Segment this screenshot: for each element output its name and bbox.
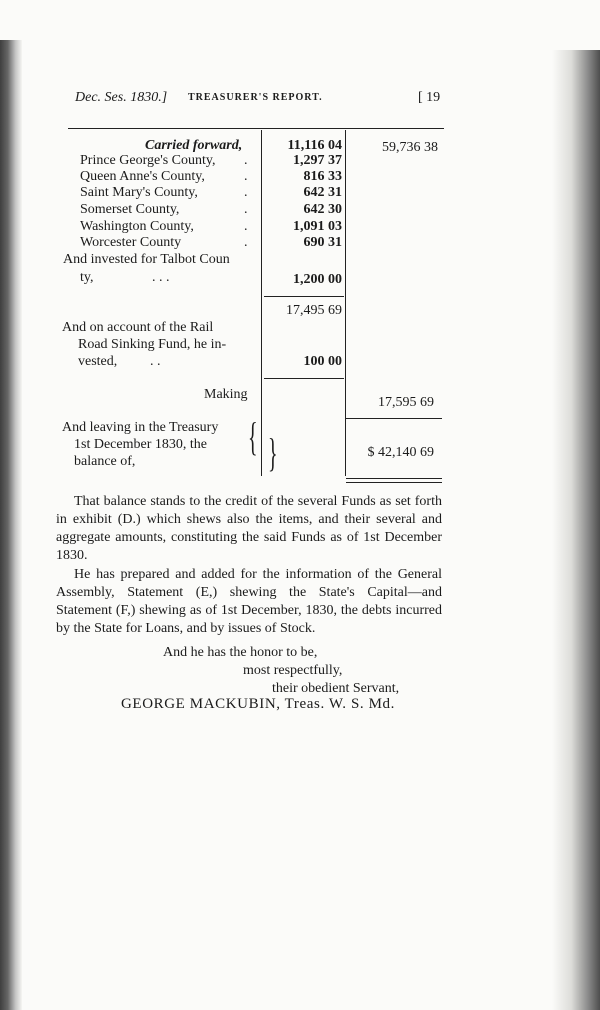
signature: GEORGE MACKUBIN, Treas. W. S. Md. bbox=[121, 696, 396, 712]
rail-label-line2: Road Sinking Fund, he in- bbox=[78, 337, 227, 352]
county-leader: . bbox=[244, 202, 248, 217]
closing-line-3: their obedient Servant, bbox=[272, 681, 400, 696]
county-label: Prince George's County, bbox=[80, 153, 216, 168]
leaving-label-line2: 1st December 1830, the bbox=[74, 437, 207, 452]
making-total: 17,595 69 bbox=[378, 395, 434, 410]
county-label: Somerset County, bbox=[80, 202, 180, 217]
carried-forward-label: Carried forward, bbox=[145, 138, 243, 153]
final-rule-2 bbox=[346, 482, 442, 483]
carried-forward-total: 59,736 38 bbox=[382, 140, 438, 155]
talbot-value: 1,200 00 bbox=[293, 272, 342, 287]
scan-right-edge bbox=[552, 50, 600, 1010]
county-leader: . bbox=[244, 153, 248, 168]
brace-glyph: { bbox=[248, 414, 258, 459]
rail-label-line3: vested, bbox=[78, 354, 118, 369]
leaving-total: $ 42,140 69 bbox=[367, 445, 434, 460]
county-label: Queen Anne's County, bbox=[80, 169, 205, 184]
header-page-number: [ 19 bbox=[418, 90, 441, 105]
county-value: 1,091 03 bbox=[293, 219, 342, 234]
county-value: 642 31 bbox=[303, 185, 342, 200]
paragraph-balance: That balance stands to the credit of the several Funds as set forth in exhibit (D.) which shews also the items, and their several and aggregate amounts, constituting the said Funds as of 1st December 1830. bbox=[56, 494, 442, 563]
leaving-label-line3: balance of, bbox=[74, 454, 136, 469]
county-leader: . bbox=[244, 219, 248, 234]
county-label: Saint Mary's County, bbox=[80, 185, 198, 200]
subtotal-rule bbox=[264, 296, 344, 297]
column-rule-right bbox=[345, 130, 346, 476]
scan-left-edge bbox=[0, 40, 22, 1010]
closing-line-1: And he has the honor to be, bbox=[163, 645, 318, 660]
paragraph-statements: He has prepared and added for the information of the General Assembly, Statement (E,) shewing the State's Capital—and Statement (F,) shewing as of 1st December, 1830, the debts incurred by the State for Loans, and by issues of Stock. bbox=[56, 567, 442, 636]
making-rule-top bbox=[264, 378, 344, 379]
county-label: Washington County, bbox=[80, 219, 194, 234]
making-total-rule bbox=[346, 418, 442, 419]
county-leader: . bbox=[244, 169, 248, 184]
rail-value: 100 00 bbox=[303, 354, 342, 369]
rail-label-line1: And on account of the Rail bbox=[62, 320, 214, 335]
header-title: TREASURER'S REPORT. bbox=[188, 92, 323, 103]
county-value: 816 33 bbox=[303, 169, 342, 184]
talbot-label-line2: ty, bbox=[80, 270, 94, 285]
county-value: 642 30 bbox=[303, 202, 342, 217]
leaving-label-line1: And leaving in the Treasury bbox=[62, 420, 219, 435]
brace-glyph-lower: } bbox=[268, 430, 278, 475]
closing-line-2: most respectfully, bbox=[243, 663, 343, 678]
rail-leader: . . bbox=[150, 354, 161, 369]
county-value: 1,297 37 bbox=[293, 153, 342, 168]
final-rule-1 bbox=[346, 478, 442, 479]
subtotal-value: 17,495 69 bbox=[286, 303, 342, 318]
carried-forward-value: 11,116 04 bbox=[287, 138, 342, 153]
talbot-label-line1: And invested for Talbot Coun bbox=[63, 252, 230, 267]
header-session: Dec. Ses. 1830.] bbox=[75, 90, 168, 105]
making-label: Making bbox=[204, 387, 248, 402]
table-top-rule bbox=[68, 128, 444, 129]
talbot-leader: . . . bbox=[152, 270, 170, 285]
county-leader: . bbox=[244, 185, 248, 200]
county-leader: . bbox=[244, 235, 248, 250]
county-label: Worcester County bbox=[80, 235, 182, 250]
county-value: 690 31 bbox=[303, 235, 342, 250]
